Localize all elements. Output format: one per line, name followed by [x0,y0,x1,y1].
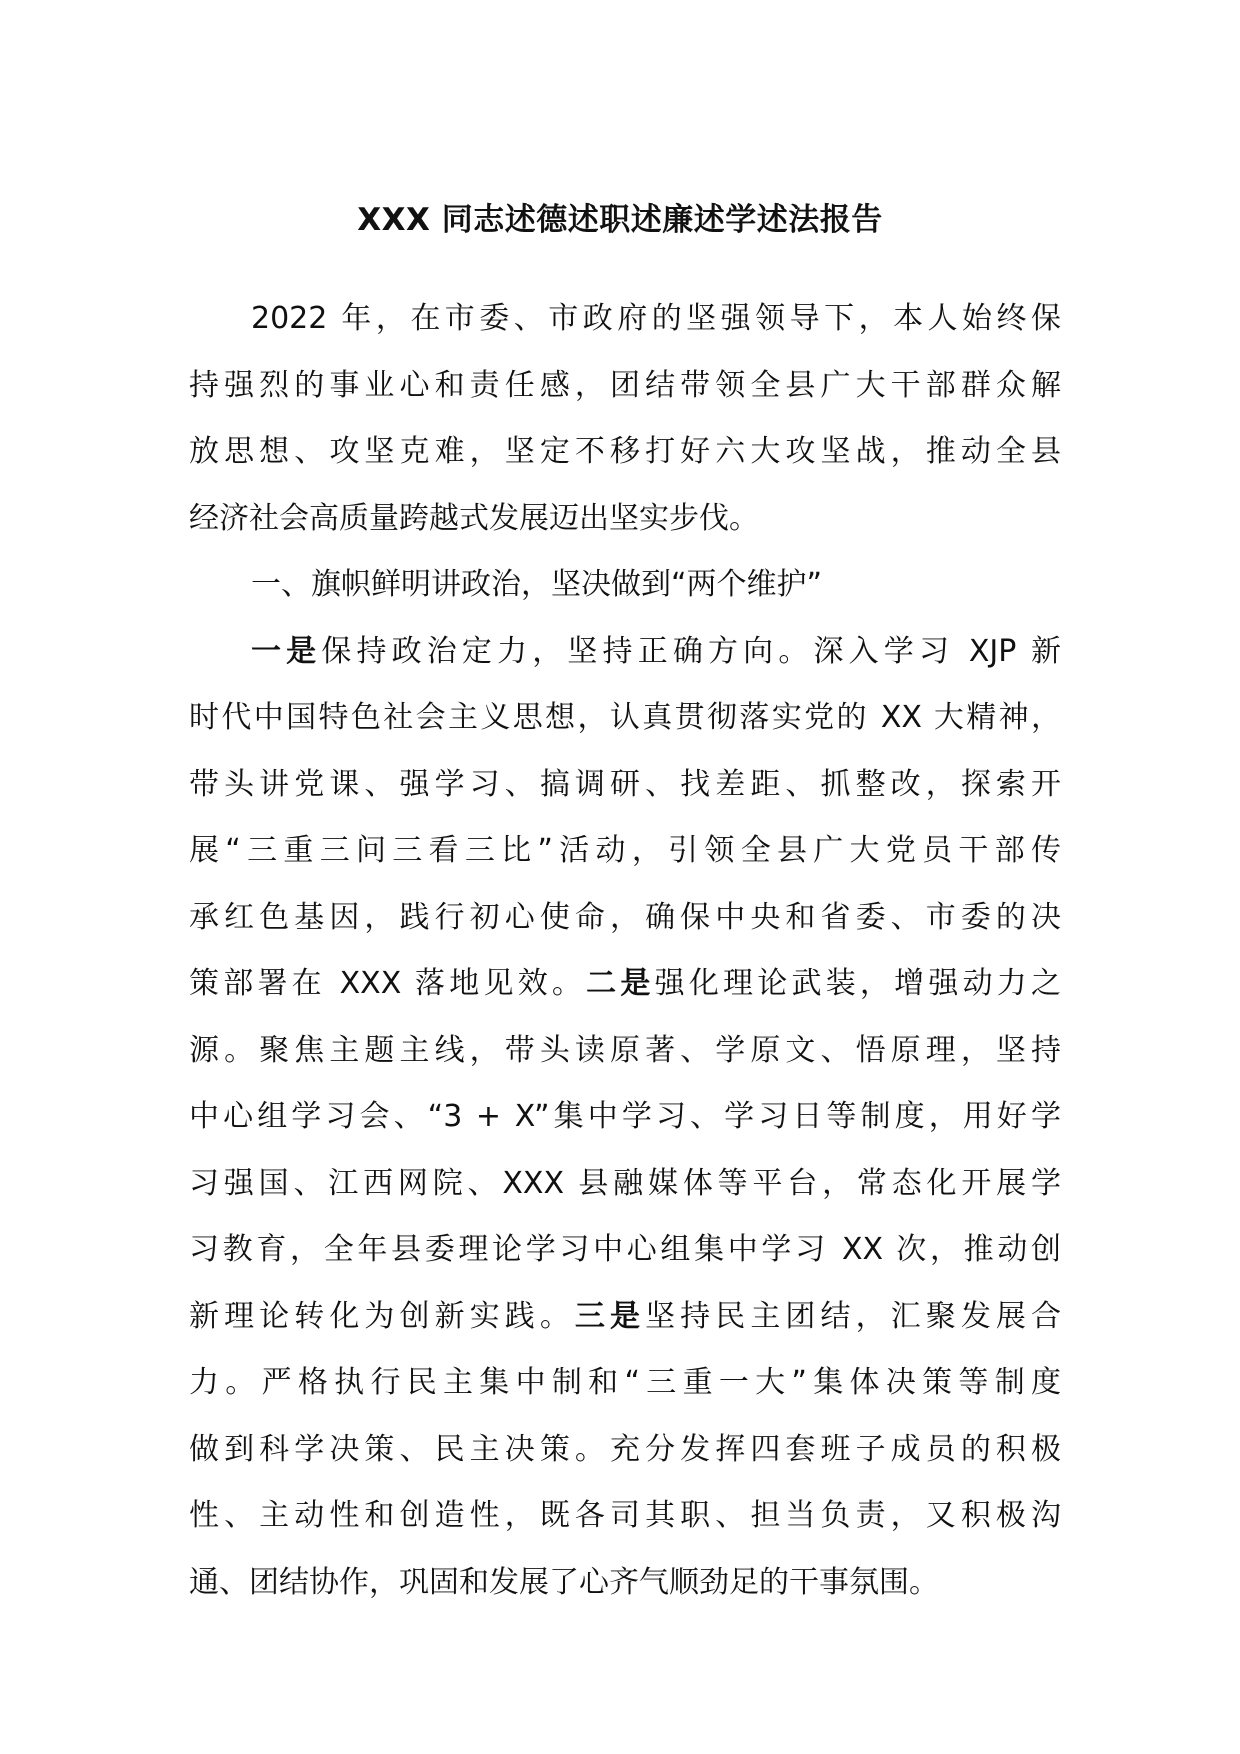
text-segment: 保持政治定力，坚持正确方向。深入学习 XJP 新 [321,633,1061,669]
text-segment: 一、旗帜鲜明讲政治，坚决做到“两个维护” [251,567,823,602]
text-line [189,1084,1061,1151]
text-segment: 习教育，全年县委理论学习中心组集中学习 XX 次，推动创 [189,1232,1061,1267]
text-line [189,885,1061,952]
text-segment: 新理论转化为创新实践。 [189,1298,575,1334]
text-line [189,818,1061,885]
bold-lead-phrase: 三是 [574,1298,646,1334]
text-line [189,1417,1061,1484]
text-segment: 强化理论武装，增强动力之 [654,966,1062,1001]
text-line [189,619,1061,686]
text-line [189,486,1061,553]
text-line [189,1217,1061,1284]
text-segment: 做到科学决策、民主决策。充分发挥四套班子成员的积极 [189,1431,1061,1467]
text-segment: 坚持民主团结，汇聚发展合 [645,1298,1062,1334]
bold-lead-phrase: 一是 [251,633,322,669]
text-line [189,752,1061,819]
text-line [189,951,1061,1018]
text-line [189,1483,1061,1550]
text-line [189,1550,1061,1617]
text-line [189,552,1061,619]
text-segment: 性、主动性和创造性，既各司其职、担当负责，又积极沟 [189,1498,1061,1533]
text-line [189,419,1061,486]
text-segment: 源。聚焦主题主线，带头读原著、学原文、悟原理，坚持 [189,1032,1061,1068]
bold-lead-phrase: 二是 [586,966,655,1001]
text-line [189,685,1061,752]
text-segment: 策部署在 XXX 落地见效。 [189,966,587,1001]
text-segment: 放思想、攻坚克难，坚定不移打好六大攻坚战，推动全县 [189,434,1061,469]
text-line [189,1151,1061,1218]
text-segment: 展“三重三问三看三比”活动，引领全县广大党员干部传 [189,833,1061,868]
text-segment: 时代中国特色社会主义思想，认真贯彻落实党的 XX 大精神， [189,700,1061,735]
text-line [189,353,1061,420]
text-line [189,1018,1061,1085]
text-segment: 带头讲党课、强学习、搞调研、找差距、抓整改，探索开 [189,766,1061,802]
text-segment: 2022 年，在市委、市政府的坚强领导下，本人始终保 [251,301,1061,336]
document-title: XXX 同志述德述职述廉述学述法报告 [357,202,883,238]
text-segment: 通、团结协作，巩固和发展了心齐气顺劲足的干事氛围。 [189,1564,939,1600]
text-segment: 持强烈的事业心和责任感，团结带领全县广大干部群众解 [189,367,1061,403]
text-segment: 经济社会高质量跨越式发展迈出坚实步伐。 [189,500,759,536]
text-line [189,1284,1061,1351]
text-line [189,286,1061,353]
text-segment: 中心组学习会、“3 + X”集中学习、学习日等制度，用好学 [189,1099,1061,1134]
text-segment: 承红色基因，践行初心使命，确保中央和省委、市委的决 [189,899,1061,935]
text-line [189,1350,1061,1417]
document-body [189,286,1061,1616]
text-segment: 力。严格执行民主集中制和“三重一大”集体决策等制度 [189,1365,1061,1400]
text-segment: 习强国、江西网院、XXX 县融媒体等平台，常态化开展学 [189,1165,1061,1201]
